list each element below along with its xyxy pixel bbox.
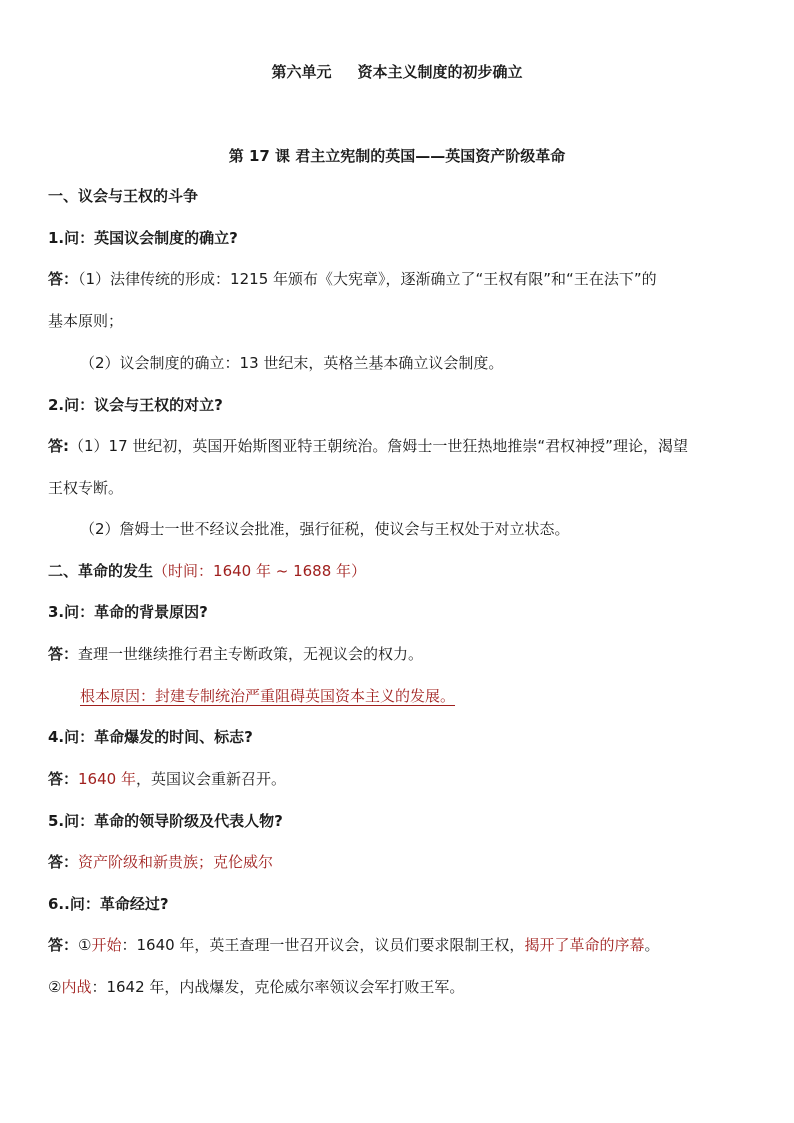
item-marker: ② — [48, 978, 62, 996]
answer-text: （1）法律传统的形成：1215 年颁布《大宪章》，逐渐确立了“王权有限”和“王在法下”的 — [78, 270, 657, 288]
answer-text: ，英国议会重新召开。 — [135, 770, 286, 788]
question-4: 4.问：革命爆发的时间、标志? — [48, 728, 253, 746]
answer-label: 答： — [48, 770, 79, 788]
answer-2-line2: 王权专断。 — [48, 479, 124, 497]
time-open: （时间： — [153, 562, 214, 580]
answer-5 — [48, 852, 754, 872]
answer-label: 答： — [48, 853, 79, 871]
answer-4 — [48, 769, 754, 789]
item-marker: ① — [78, 936, 92, 954]
item-label: 开始 — [91, 936, 122, 954]
answer-1-line2: 基本原则； — [48, 312, 124, 330]
section2-title: 二、革命的发生 — [48, 562, 154, 580]
answer-text: 查理一世继续推行君主专断政策，无视议会的权力。 — [78, 645, 424, 663]
item-text: ：1640 年，英王查理一世召开议会，议员们要求限制王权， — [121, 936, 525, 954]
answer-6-item2 — [48, 977, 754, 997]
item-label: 内战 — [61, 978, 92, 996]
time-close: ） — [351, 562, 367, 580]
question-3: 3.问：革命的背景原因? — [48, 603, 208, 621]
question-6: 6..问：革命经过? — [48, 895, 169, 913]
unit-title — [0, 62, 794, 82]
answer-6-item1 — [48, 935, 754, 955]
answer-3 — [48, 644, 754, 664]
unit-title-prefix: 第六单元 — [271, 63, 332, 81]
answer-highlight: 1640 年 — [78, 770, 136, 788]
item-end: 。 — [644, 936, 660, 954]
answer-label: 答: — [48, 437, 69, 455]
answer-2-part2: （2）詹姆士一世不经议会批准，强行征税，使议会与王权处于对立状态。 — [80, 520, 570, 538]
item-text: ：1642 年，内战爆发，克伦威尔率领议会军打败王军。 — [91, 978, 465, 996]
section2-heading — [48, 561, 754, 581]
answer-text: （1）17 世纪初，英国开始斯图亚特王朝统治。詹姆士一世狂热地推崇“君权神授”理论，渴望 — [69, 437, 688, 455]
answer-highlight: 资产阶级和新贵族；克伦威尔 — [78, 853, 274, 871]
answer-1-line1 — [48, 269, 754, 289]
question-1: 1.问：英国议会制度的确立? — [48, 229, 238, 247]
answer-1-part2: （2）议会制度的确立：13 世纪末，英格兰基本确立议会制度。 — [80, 354, 504, 372]
answer-label: 答： — [48, 936, 79, 954]
answer-2-line1 — [48, 436, 754, 456]
lesson-title: 第 17 课 君主立宪制的英国——英国资产阶级革命 — [228, 147, 566, 165]
question-5: 5.问：革命的领导阶级及代表人物? — [48, 812, 283, 830]
root-cause: 根本原因：封建专制统治严重阻碍英国资本主义的发展。 — [80, 687, 456, 705]
answer-label: 答： — [48, 270, 79, 288]
section1-heading: 一、议会与王权的斗争 — [48, 187, 199, 205]
item-highlight: 揭开了革命的序幕 — [524, 936, 645, 954]
answer-label: 答： — [48, 645, 79, 663]
unit-title-main: 资本主义制度的初步确立 — [357, 63, 523, 81]
question-2: 2.问：议会与王权的对立? — [48, 396, 223, 414]
time-range: 1640 年 ~ 1688 年 — [213, 562, 352, 580]
